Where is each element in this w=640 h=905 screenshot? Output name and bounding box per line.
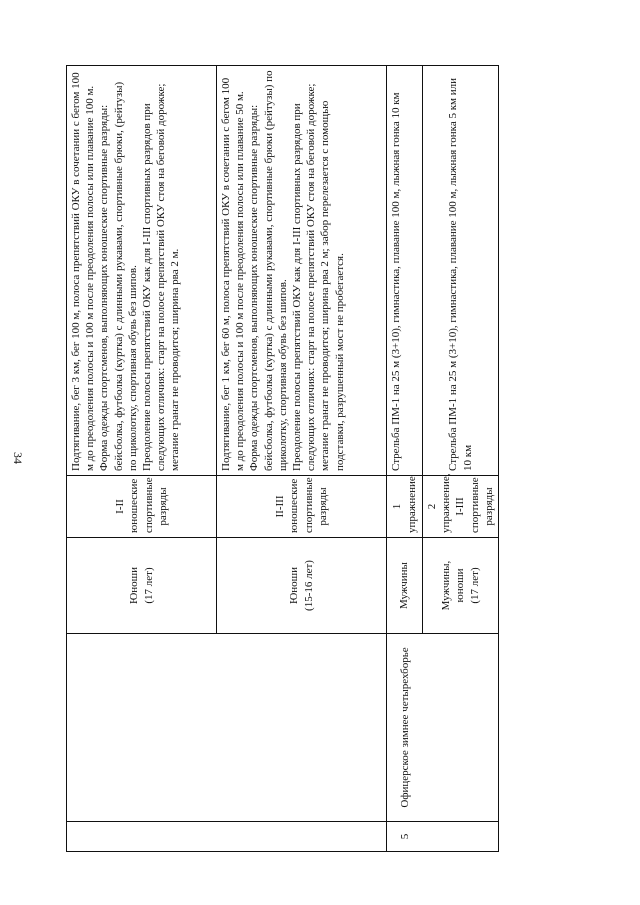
sport-type-cell bbox=[217, 634, 387, 822]
sport-type-cell bbox=[423, 634, 499, 822]
group-cell: Мужчины bbox=[387, 538, 423, 634]
group-cell: Юноши (15-16 лет) bbox=[217, 538, 387, 634]
rotated-page-content bbox=[66, 66, 496, 852]
row-number-cell bbox=[423, 822, 499, 852]
classification-cell: 2 упражнение, I-III спортивные разряды bbox=[423, 476, 499, 538]
classification-cell: 1 упражнение bbox=[387, 476, 423, 538]
sport-type-cell bbox=[67, 634, 217, 822]
group-cell: Мужчины, юноши (17 лет) bbox=[423, 538, 499, 634]
group-cell: Юноши (17 лет) bbox=[67, 538, 217, 634]
content-paragraph: Подтягивание, бег 1 км, бег 60 м, полоса препятствий ОКУ в сочетании с бегом 100 м до преодоления полосы и 100 м после преодоления полосы или плавание 50 м. Форма одежды спортсменов, выполняющих юношеские спортивные разряды: бейсболка, футболка (куртка) с длинными рукавами, спортивные брюки (рейтузы) по щиколотку, спортивная обувь без шипов. bbox=[220, 70, 289, 471]
table-row bbox=[387, 66, 423, 852]
content-paragraph: Стрельба ПМ-1 на 25 м (3+10), гимнастика, плавание 100 м, лыжная гонка 5 км или 10 км bbox=[447, 77, 474, 471]
content-paragraph: Преодоление полосы препятствий ОКУ как для I-III спортивных разрядов при следующих отличиях: старт на полосе препятствий ОКУ стоя на беговой дорожке; метание гранат не проводится; ширина рва 2 м; забор перелезается с помощью подставки, разрушенный мост не пробегается. bbox=[291, 83, 346, 471]
row-number-cell bbox=[67, 822, 217, 852]
table-row bbox=[217, 66, 387, 852]
content-cell bbox=[67, 66, 217, 476]
content-cell bbox=[423, 66, 499, 476]
table-row bbox=[67, 66, 217, 852]
content-cell bbox=[217, 66, 387, 476]
content-paragraph: Стрельба ПМ-1 на 25 м (3+10), гимнастика, плавание 100 м, лыжная гонка 10 км bbox=[390, 92, 402, 471]
page-number: 34 bbox=[11, 452, 25, 464]
content-paragraph: Подтягивание, бег 3 км, бег 100 м, полоса препятствий ОКУ в сочетании с бегом 100 м до преодоления полосы и 100 м после преодоления полосы или плавание 100 м. bbox=[70, 72, 97, 471]
classification-cell: I-II юношеские спортивные разряды bbox=[67, 476, 217, 538]
table-row bbox=[423, 66, 499, 852]
row-number-cell: 5 bbox=[387, 822, 423, 852]
content-paragraph: Преодоление полосы препятствий ОКУ как для I-III спортивных разрядов при следующих отличиях: старт на полосе препятствий ОКУ стоя на беговой дорожке; метание гранат не проводится; ширина рва 2 м. bbox=[141, 83, 182, 471]
sports-requirements-table bbox=[66, 65, 499, 852]
classification-cell: II-III юношеские спортивные разряды bbox=[217, 476, 387, 538]
content-paragraph: Форма одежды спортсменов, выполняющих юношеские спортивные разряды: бейсболка, футболка (куртка) с длинными рукавами, спортивные брюки, (рейтузы) по щиколотку, спортивная обувь без шипов. bbox=[98, 81, 139, 471]
row-number-cell bbox=[217, 822, 387, 852]
sport-type-cell: Офицерское зимнее четырехборье bbox=[387, 634, 423, 822]
content-cell bbox=[387, 66, 423, 476]
